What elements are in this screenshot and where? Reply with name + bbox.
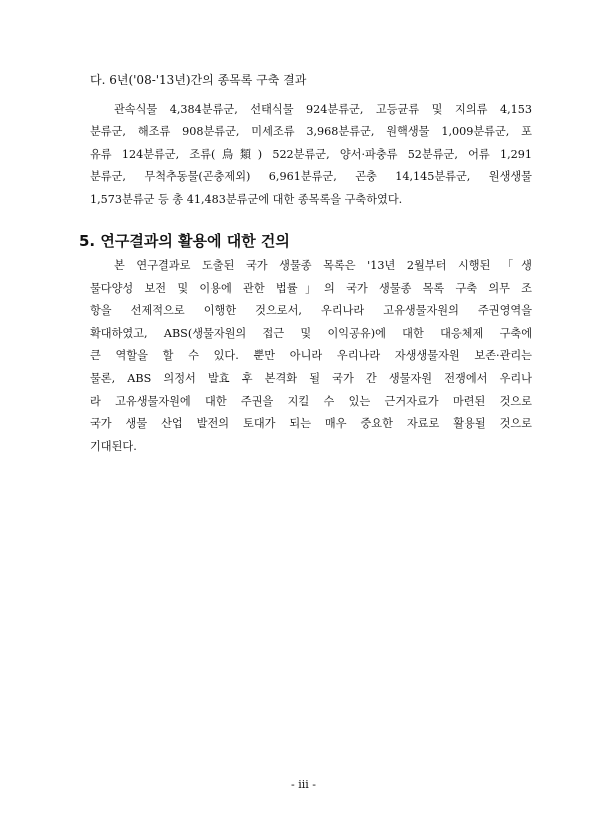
- paragraph-line: 분류군, 무척추동물(곤충제외) 6,961분류군, 곤충 14,145분류군, 원생생물: [90, 170, 532, 184]
- paragraph-line: 큰 역할을 할 수 있다. 뿐만 아니라 우리나라 자생생물자원 보존·관리는: [90, 349, 532, 363]
- section-heading: 5. 연구결과의 활용에 대한 건의: [79, 232, 290, 250]
- subsection-heading: 다. 6년('08-'13년)간의 종목록 구축 결과: [90, 73, 307, 87]
- paragraph-line: 유류 124분류군, 조류(鳥類) 522분류군, 양서·파충류 52분류군, 어류 1,291: [90, 147, 532, 161]
- paragraph-line: 분류군, 해조류 908분류군, 미세조류 3,968분류군, 원핵생물 1,009분류군, 포: [90, 125, 532, 139]
- paragraph-line: 물론, ABS 의정서 발효 후 본격화 될 국가 간 생물자원 전쟁에서 우리나: [90, 371, 532, 385]
- paragraph-line: 라 고유생물자원에 대한 주권을 지킬 수 있는 근거자료가 마련된 것으로: [90, 394, 532, 408]
- paragraph-line: 관속식물 4,384분류군, 선태식물 924분류군, 고등균류 및 지의류 4,153: [114, 103, 532, 116]
- paragraph-line: 항을 선제적으로 이행한 것으로서, 우리나라 고유생물자원의 주권영역을: [90, 304, 532, 318]
- paragraph-line: 1,573분류군 등 총 41,483분류군에 대한 종목록을 구축하였다.: [90, 192, 403, 206]
- recommendation-paragraph: [90, 255, 532, 458]
- paragraph-line: 국가 생물 산업 발전의 토대가 되는 매우 중요한 자료로 활용될 것으로: [90, 417, 532, 431]
- paragraph-line: 물다양성 보전 및 이용에 관한 법률」의 국가 생물종 목록 구축 의무 조: [90, 281, 532, 295]
- paragraph-line: 기대된다.: [90, 439, 137, 453]
- page-number: - iii -: [291, 778, 316, 791]
- paragraph-line: 본 연구결과로 도출된 국가 생물종 목록은 '13년 2월부터 시행된 「생: [114, 259, 532, 272]
- paragraph-line: 확대하였고, ABS(생물자원의 접근 및 이익공유)에 대한 대응체제 구축에: [90, 326, 532, 340]
- species-list-results-paragraph: [90, 99, 532, 211]
